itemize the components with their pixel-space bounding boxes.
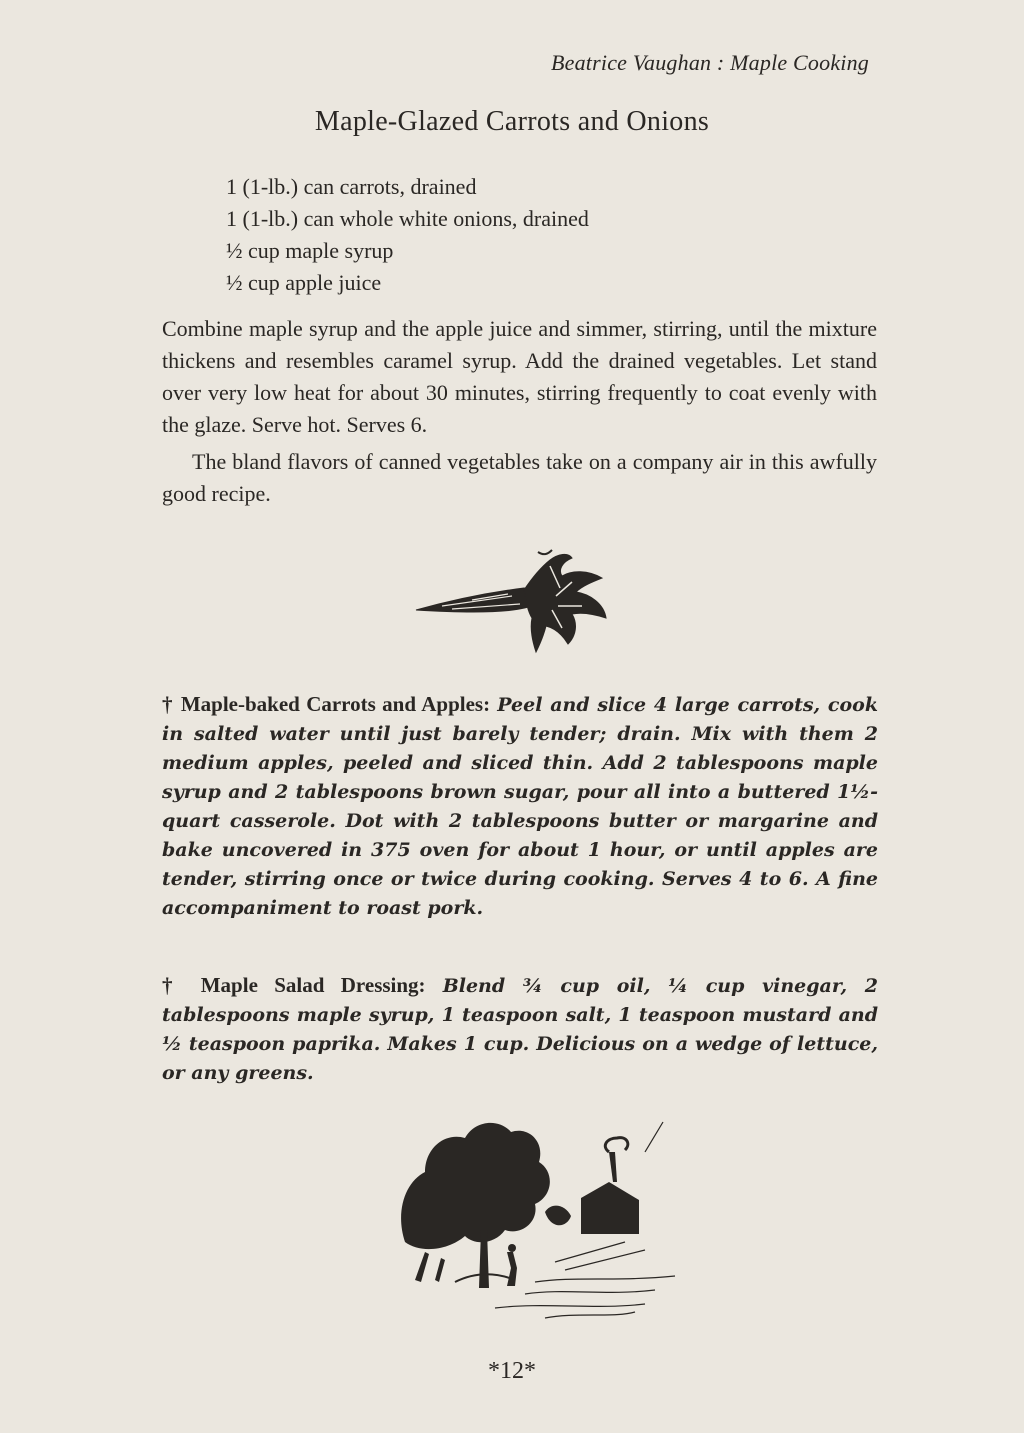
variation-text: Peel and slice 4 large carrots, cook in salted water until just barely tender; drain. Mix with them 2 medium apples, peeled and sliced thin. Add 2 tablespoons maple syrup and 2 tablespoons brown sugar, pour all into a buttered 1½-quart casserole. Dot with 2 tablespoons butter or margarine and bake uncovered in 375 oven for about 1 hour, or until apples are tender, stirring once or twice during cooking. Serves 4 to 6. A fine accompaniment to roast pork. <box>162 694 878 919</box>
variation-name: Maple Salad Dressing: <box>200 973 426 997</box>
recipe-title: Maple-Glazed Carrots and Onions <box>314 106 710 137</box>
ingredient-list <box>226 171 589 299</box>
running-head: Beatrice Vaughan : Maple Cooking <box>551 50 869 75</box>
variation-marker: † <box>162 973 184 997</box>
recipe-note: The bland flavors of canned vegetables take on a company air in this awfully good recipe. <box>162 449 877 506</box>
variation-maple-baked-carrots <box>162 690 878 923</box>
variation-name: Maple-baked Carrots and Apples: <box>180 692 491 716</box>
ingredient-item: 1 (1-lb.) can whole white onions, drained <box>226 206 589 231</box>
recipe-directions-block <box>162 313 877 510</box>
ingredient-item: ½ cup maple syrup <box>226 238 394 263</box>
variation-maple-salad-dressing <box>162 971 878 1088</box>
carrot-illustration <box>412 548 612 660</box>
page-number: *12* <box>488 1358 536 1384</box>
ingredient-item: 1 (1-lb.) can carrots, drained <box>226 174 477 199</box>
ingredient-item: ½ cup apple juice <box>226 270 382 295</box>
recipe-directions: Combine maple syrup and the apple juice and simmer, stirring, until the mixture thickens and resembles caramel syrup. Add the drained vegetables. Let stand over very low heat for about 30 minutes, stirring frequently to coat evenly with the glaze. Serve hot. Serves 6. <box>162 316 877 437</box>
country-landscape-illustration <box>395 1112 690 1327</box>
variation-text: Blend ¾ cup oil, ¼ cup vinegar, 2 tablespoons maple syrup, 1 teaspoon salt, 1 teaspoon mustard and ½ teaspoon paprika. Makes 1 cup. Delicious on a wedge of lettuce, or any greens. <box>162 975 878 1084</box>
variation-marker: † <box>162 692 174 716</box>
